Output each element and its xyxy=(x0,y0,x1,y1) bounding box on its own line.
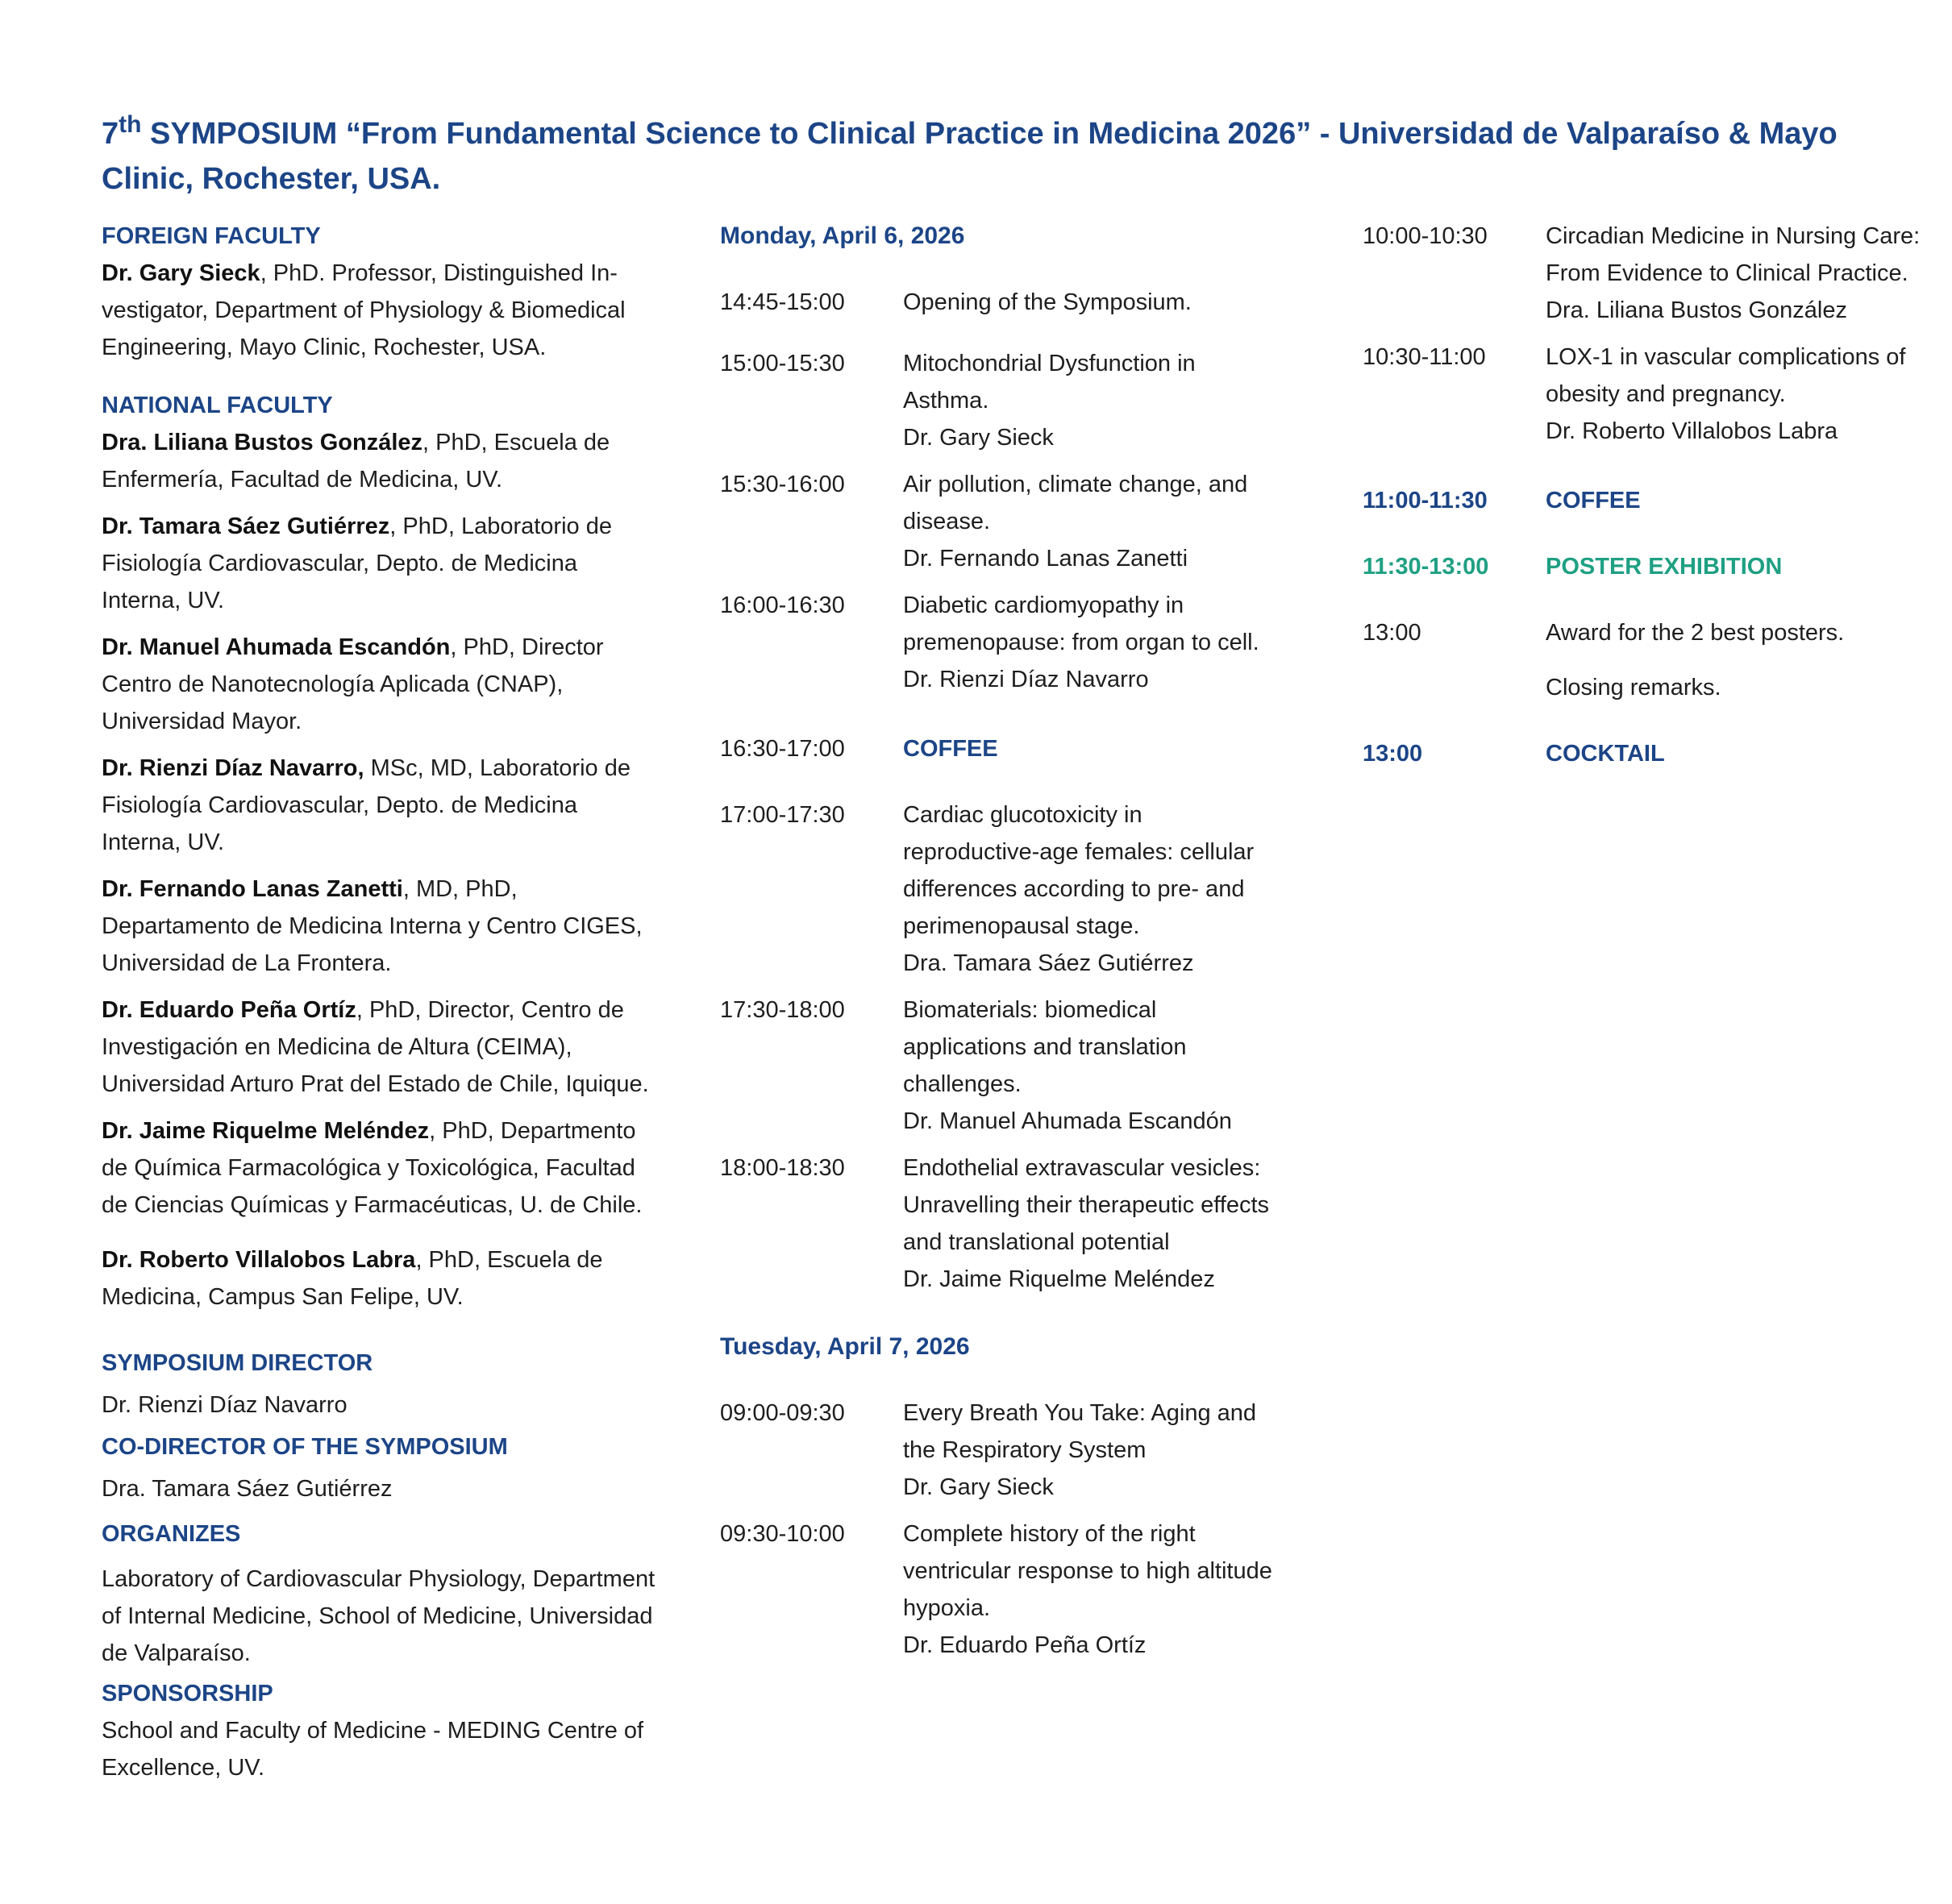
session-speaker: Dr. Eduardo Peña Ortíz xyxy=(903,1632,1147,1658)
session-time: 15:30-16:00 xyxy=(720,472,845,497)
session-title: Biomaterials: biomedical applications and translation challenges. xyxy=(903,997,1187,1097)
session-row xyxy=(720,991,1284,1140)
cocktail-label: COCKTAIL xyxy=(1546,741,1665,767)
session-row xyxy=(720,730,1284,767)
faculty-name: Dra. Liliana Bustos González xyxy=(102,430,423,455)
session-row xyxy=(720,796,1284,982)
symposium-title xyxy=(102,111,1875,202)
session-row xyxy=(720,1149,1284,1298)
faculty-details: , PhD, Director, Centro de Investigación en Medicina de Altura (CEIMA), Universidad Arturo Prat del Estado de Chile, Iquique. xyxy=(102,997,649,1097)
session-title: Award for the 2 best posters. xyxy=(1546,620,1845,646)
session-time: 16:30-17:00 xyxy=(720,736,845,762)
coffee-break-label: COFFEE xyxy=(903,736,998,762)
faculty-member xyxy=(102,1112,658,1224)
faculty-name: Dr. Gary Sieck xyxy=(102,260,260,286)
session-info xyxy=(903,991,1284,1140)
director-heading: SYMPOSIUM DIRECTOR xyxy=(102,1350,373,1376)
session-row xyxy=(720,587,1284,698)
national-faculty-heading: NATIONAL FACULTY xyxy=(102,393,333,418)
coffee-break-label: COFFEE xyxy=(1546,488,1641,513)
foreign-faculty-heading: FOREIGN FACULTY xyxy=(102,223,321,249)
session-row xyxy=(720,1395,1284,1506)
session-time: 17:00-17:30 xyxy=(720,802,845,828)
session-speaker: Dr. Manuel Ahumada Escandón xyxy=(903,1108,1232,1134)
session-speaker: Dr. Jaime Riquelme Meléndez xyxy=(903,1266,1215,1292)
session-title: Mitochondrial Dysfunction in Asthma. xyxy=(903,351,1196,414)
faculty-details: , PhD, Laboratorio de Fisiología Cardiovascular, Depto. de Medicina Interna, UV. xyxy=(102,513,612,613)
director-name: Dr. Rienzi Díaz Navarro xyxy=(102,1392,348,1418)
tuesday-heading: Tuesday, April 7, 2026 xyxy=(720,1333,970,1360)
session-info xyxy=(1546,218,1927,329)
title-text: SYMPOSIUM “From Fundamental Science to Clinical Practice in Medicina 2026” - Universidad de Valparaíso & Mayo Clinic, Rochester, USA. xyxy=(102,117,1838,196)
faculty-member xyxy=(102,1241,658,1316)
faculty-member xyxy=(102,991,658,1103)
program-column-2 xyxy=(1363,218,1927,782)
session-time: 17:30-18:00 xyxy=(720,997,845,1023)
session-row xyxy=(1363,614,1927,651)
session-title: Air pollution, climate change, and disease. xyxy=(903,472,1248,534)
session-time: 09:30-10:00 xyxy=(720,1521,845,1547)
session-title: Circadian Medicine in Nursing Care: From Evidence to Clinical Practice. xyxy=(1546,223,1921,286)
session-info xyxy=(903,1515,1284,1664)
faculty-name: Dr. Rienzi Díaz Navarro, xyxy=(102,755,364,781)
session-info xyxy=(903,796,1284,982)
co-director-heading: CO-DIRECTOR OF THE SYMPOSIUM xyxy=(102,1434,508,1460)
faculty-name: Dr. Roberto Villalobos Labra xyxy=(102,1247,416,1273)
session-row xyxy=(720,284,1284,321)
session-time xyxy=(1363,669,1546,706)
faculty-member xyxy=(102,871,658,982)
session-row xyxy=(720,466,1284,577)
faculty-details: , PhD. Professor, Distinguished In-vestigator, Department of Physiology & Biomedical Engineering, Mayo Clinic, Rochester, USA. xyxy=(102,260,626,360)
session-speaker: Dr. Gary Sieck xyxy=(903,1474,1054,1500)
session-info xyxy=(903,1149,1284,1298)
session-speaker: Dr. Gary Sieck xyxy=(903,425,1054,451)
session-info xyxy=(903,345,1284,456)
session-row xyxy=(1363,218,1927,329)
session-title: LOX-1 in vascular complications of obesity and pregnancy. xyxy=(1546,344,1906,407)
faculty-column xyxy=(102,218,658,1786)
session-title: Opening of the Symposium. xyxy=(903,289,1192,315)
session-speaker: Dr. Roberto Villalobos Labra xyxy=(1546,418,1838,444)
sponsorship-heading: SPONSORSHIP xyxy=(102,1681,273,1707)
session-info xyxy=(903,1395,1284,1506)
faculty-member xyxy=(102,255,658,366)
session-title: Complete history of the right ventricular response to high altitude hypoxia. xyxy=(903,1521,1272,1621)
monday-heading: Monday, April 6, 2026 xyxy=(720,222,965,249)
session-row xyxy=(1363,482,1927,519)
session-time: 11:30-13:00 xyxy=(1363,554,1489,580)
faculty-details: MSc, MD, Laboratorio de Fisiología Cardiovascular, Depto. de Medicina Interna, UV. xyxy=(102,755,631,855)
session-speaker: Dr. Rienzi Díaz Navarro xyxy=(903,667,1149,692)
session-time: 10:00-10:30 xyxy=(1363,223,1488,249)
faculty-member xyxy=(102,424,658,498)
session-time: 09:00-09:30 xyxy=(720,1400,845,1426)
faculty-member xyxy=(102,508,658,619)
session-title: Diabetic cardiomyopathy in premenopause: from organ to cell. xyxy=(903,592,1259,655)
session-time: 16:00-16:30 xyxy=(720,592,845,618)
faculty-details: , PhD, Departmento de Química Farmacológica y Toxicológica, Facultad de Ciencias Químicas y Farmacéuticas, U. de Chile. xyxy=(102,1118,643,1218)
faculty-member xyxy=(102,629,658,740)
poster-exhibition-label: POSTER EXHIBITION xyxy=(1546,554,1783,580)
session-time: 10:30-11:00 xyxy=(1363,344,1486,370)
session-speaker: Dra. Tamara Sáez Gutiérrez xyxy=(903,950,1194,976)
session-row xyxy=(1363,735,1927,772)
faculty-name: Dr. Manuel Ahumada Escandón xyxy=(102,634,451,660)
session-title: Every Breath You Take: Aging and the Respiratory System xyxy=(903,1400,1257,1463)
session-time: 13:00 xyxy=(1363,620,1421,646)
session-time: 14:45-15:00 xyxy=(720,289,845,315)
faculty-details: , PhD, Director Centro de Nanotecnología Aplicada (CNAP), Universidad Mayor. xyxy=(102,634,604,734)
session-row xyxy=(720,345,1284,456)
program-column-1 xyxy=(720,218,1284,1673)
session-title: Closing remarks. xyxy=(1546,675,1721,700)
session-row xyxy=(1363,669,1927,706)
faculty-details: , PhD, Escuela de Enfermería, Facultad de Medicina, UV. xyxy=(102,430,610,493)
session-info xyxy=(903,587,1284,698)
faculty-name: Dr. Eduardo Peña Ortíz xyxy=(102,997,356,1023)
organizes-text: Laboratory of Cardiovascular Physiology, Department of Internal Medicine, School of Medicine, Universidad de Valparaíso. xyxy=(102,1566,656,1666)
session-time: 18:00-18:30 xyxy=(720,1155,845,1181)
session-title: Cardiac glucotoxicity in reproductive-age females: cellular differences according to pre- and perimenopausal stage. xyxy=(903,802,1255,939)
session-info xyxy=(903,466,1284,577)
session-row xyxy=(1363,548,1927,585)
session-time: 11:00-11:30 xyxy=(1363,488,1488,513)
session-row xyxy=(720,1515,1284,1664)
session-row xyxy=(1363,339,1927,450)
session-time: 13:00 xyxy=(1363,741,1423,767)
organizes-heading: ORGANIZES xyxy=(102,1521,241,1547)
session-speaker: Dr. Fernando Lanas Zanetti xyxy=(903,546,1188,572)
sponsorship-text: School and Faculty of Medicine - MEDING Centre of Excellence, UV. xyxy=(102,1718,644,1781)
faculty-details: , MD, PhD, Departamento de Medicina Interna y Centro CIGES, Universidad de La Frontera. xyxy=(102,876,643,976)
faculty-member xyxy=(102,750,658,861)
session-info xyxy=(1546,339,1927,450)
session-time: 15:00-15:30 xyxy=(720,351,845,376)
faculty-details: , PhD, Escuela de Medicina, Campus San Felipe, UV. xyxy=(102,1247,603,1310)
faculty-name: Dr. Jaime Riquelme Meléndez xyxy=(102,1118,430,1144)
title-ordinal-number: 7 xyxy=(102,117,119,151)
session-title: Endothelial extravascular vesicles: Unravelling their therapeutic effects and translational potential xyxy=(903,1155,1270,1255)
session-speaker: Dra. Liliana Bustos González xyxy=(1546,297,1847,323)
co-director-name: Dra. Tamara Sáez Gutiérrez xyxy=(102,1476,393,1502)
title-ordinal-suffix: th xyxy=(119,111,142,138)
faculty-name: Dr. Fernando Lanas Zanetti xyxy=(102,876,403,902)
faculty-name: Dr. Tamara Sáez Gutiérrez xyxy=(102,513,390,539)
